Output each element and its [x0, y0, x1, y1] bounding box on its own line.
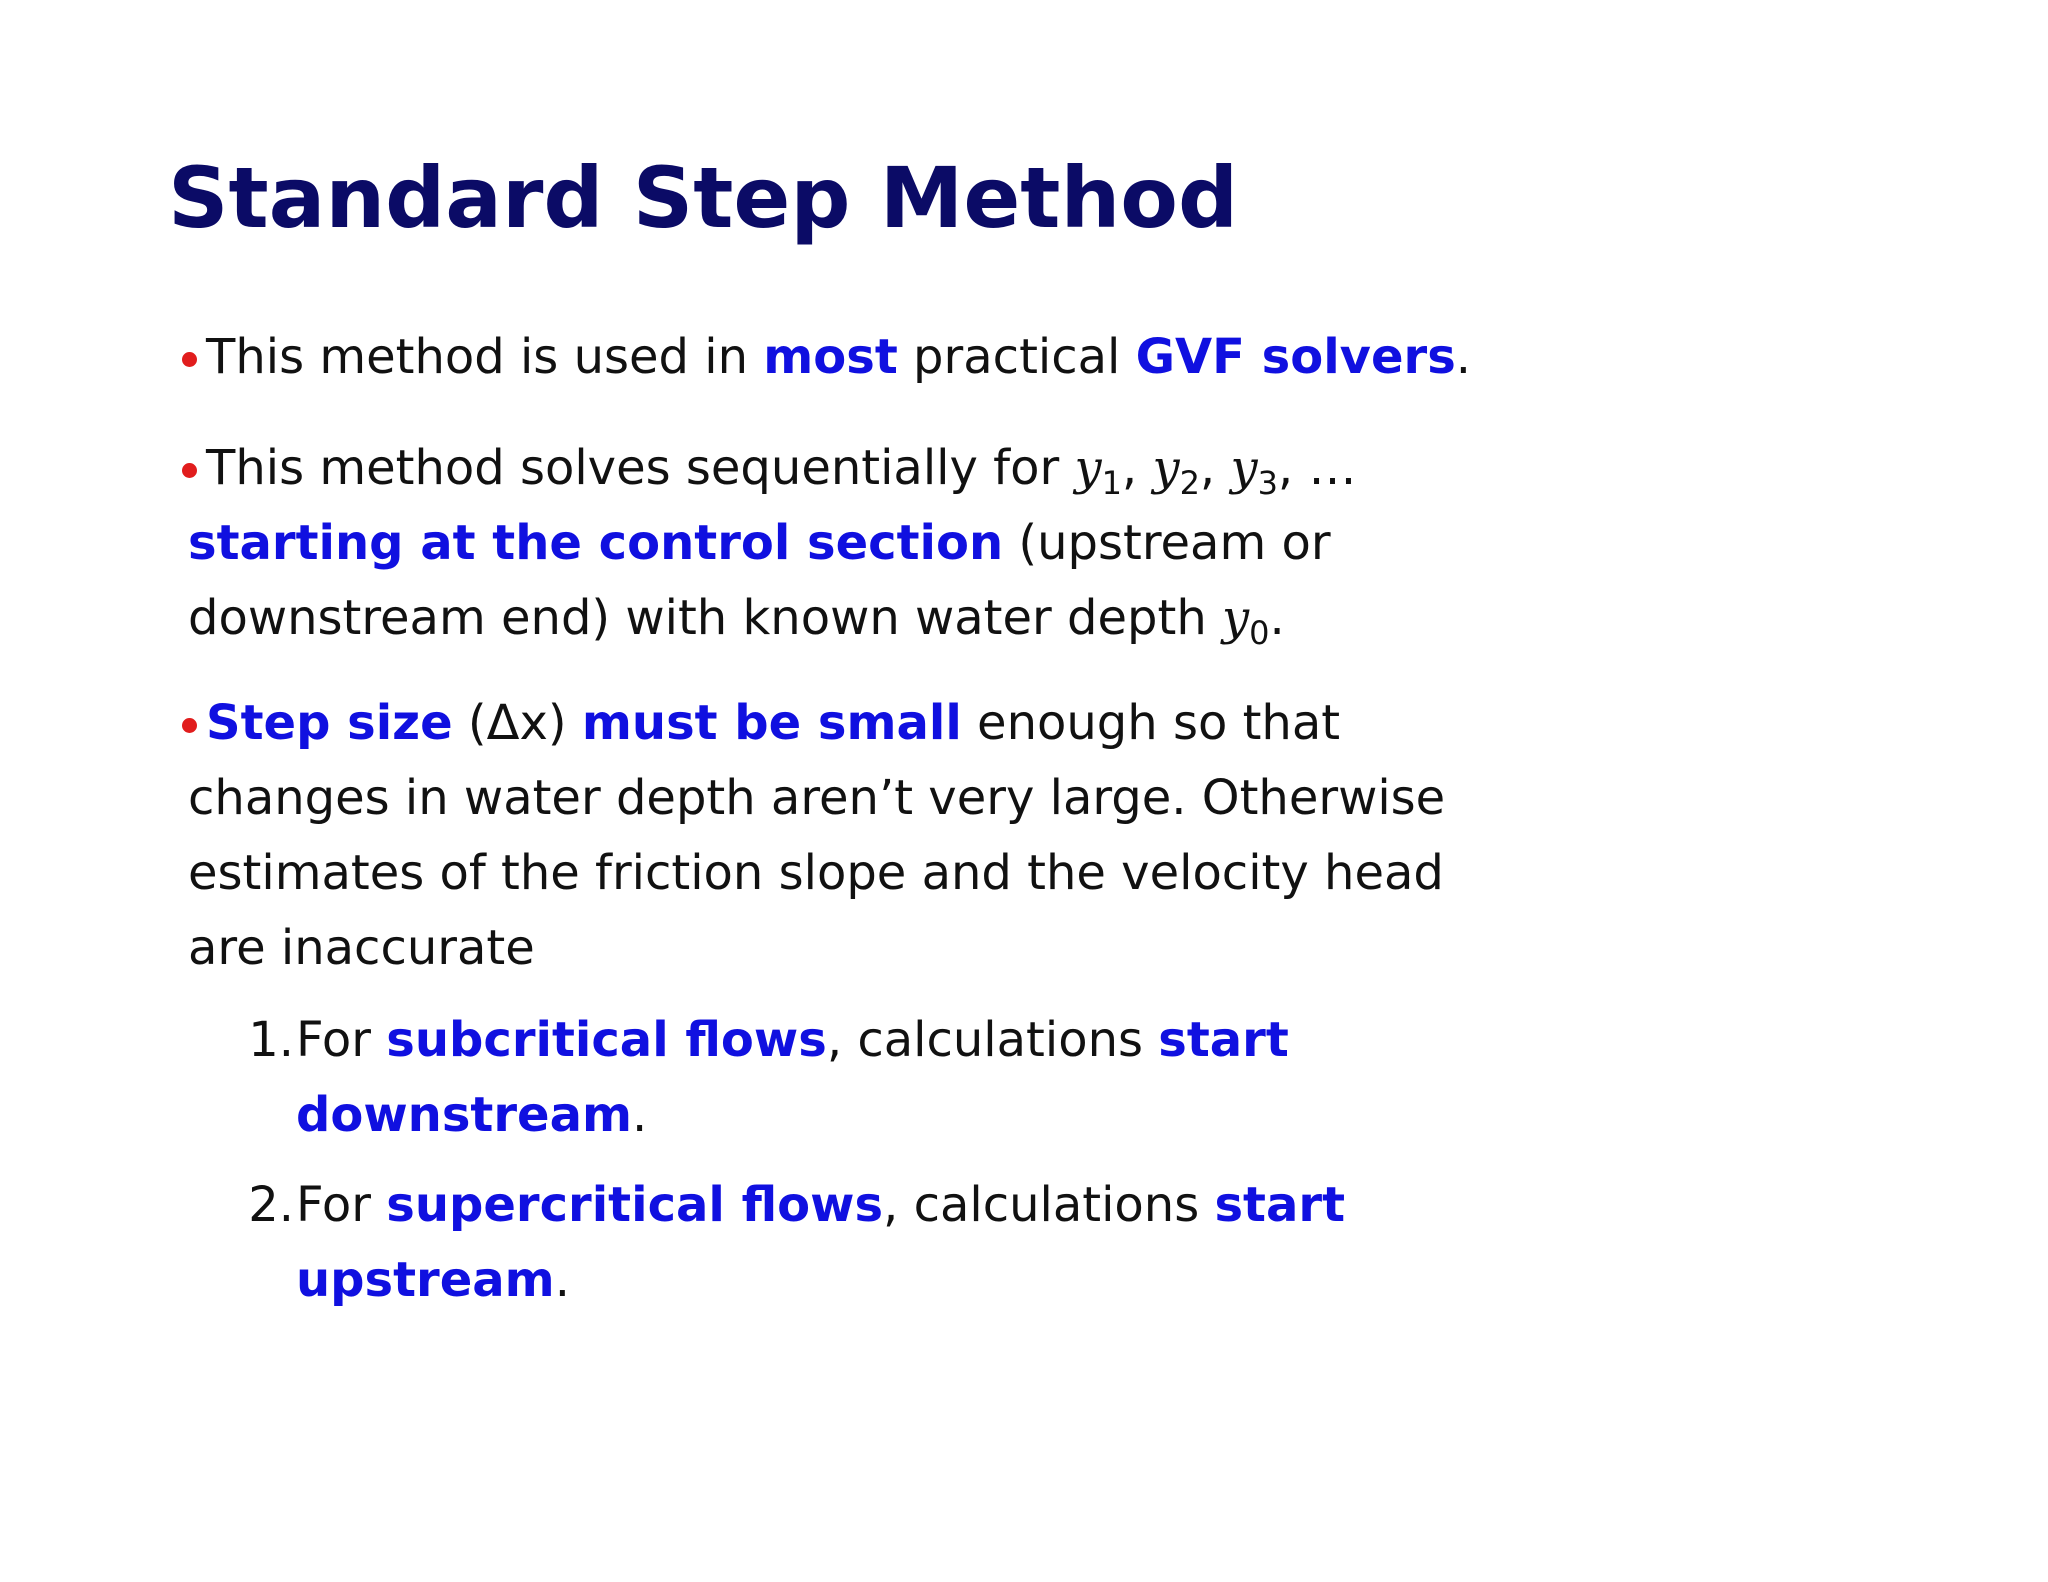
var-y1: $y_1$ — [1074, 440, 1122, 502]
highlight-downstream: downstream — [296, 1087, 632, 1143]
highlight-start: start — [1214, 1177, 1346, 1233]
bullet-item-1 — [206, 320, 1566, 395]
bullet-3-line-1: Step size (Δx) must be small enough so that — [206, 695, 1341, 751]
bullet-2-line-2: starting at the control section (upstream or — [188, 515, 1331, 571]
numbered-item-2 — [248, 1168, 1396, 1318]
highlight-start: start — [1158, 1012, 1289, 1068]
highlight-must-be-small: must be small — [581, 695, 962, 751]
highlight-upstream: upstream — [296, 1252, 555, 1308]
bullet-dot-icon — [182, 463, 197, 478]
numbered-item-1 — [248, 1003, 1396, 1153]
bullet-3-line-4: are inaccurate — [188, 920, 535, 976]
bullet-2-line-3: downstream end) with known water depth $y_0$. — [188, 590, 1285, 652]
highlight-supercritical-flows: supercritical flows — [386, 1177, 884, 1233]
highlight-control-section: starting at the control section — [188, 515, 1004, 571]
bullet-3-line-3: estimates of the friction slope and the velocity head — [188, 845, 1444, 901]
numbered-2-line-1: For supercritical flows, calculations start — [296, 1177, 1346, 1233]
item-number: 1. — [248, 1012, 294, 1068]
highlight-step-size: Step size — [206, 695, 453, 751]
item-number: 2. — [248, 1177, 294, 1233]
slide-title: Standard Step Method — [168, 149, 1239, 247]
numbered-2-line-2: upstream. — [296, 1252, 570, 1308]
bullet-item-2 — [188, 431, 1566, 656]
highlight-subcritical-flows: subcritical flows — [386, 1012, 827, 1068]
var-y0: $y_0$ — [1222, 590, 1270, 652]
numbered-1-line-1: For subcritical flows, calculations start — [296, 1012, 1289, 1068]
highlight-gvf-solvers: GVF solvers — [1135, 329, 1456, 385]
bullet-dot-icon — [182, 718, 197, 733]
var-y3: $y_3$ — [1230, 440, 1278, 502]
bullet-1-line: This method is used in most practical GVF solvers. — [206, 329, 1472, 385]
bullet-3-line-2: changes in water depth aren’t very large. Otherwise — [188, 770, 1446, 826]
numbered-1-line-2: downstream. — [296, 1087, 648, 1143]
bullet-item-3 — [188, 686, 1566, 986]
highlight-most: most — [763, 329, 898, 385]
bullet-2-line-1: This method solves sequentially for $y_1$, $y_2$, $y_3$, … — [206, 440, 1357, 502]
bullet-dot-icon — [182, 352, 197, 367]
var-y2: $y_2$ — [1152, 440, 1200, 502]
